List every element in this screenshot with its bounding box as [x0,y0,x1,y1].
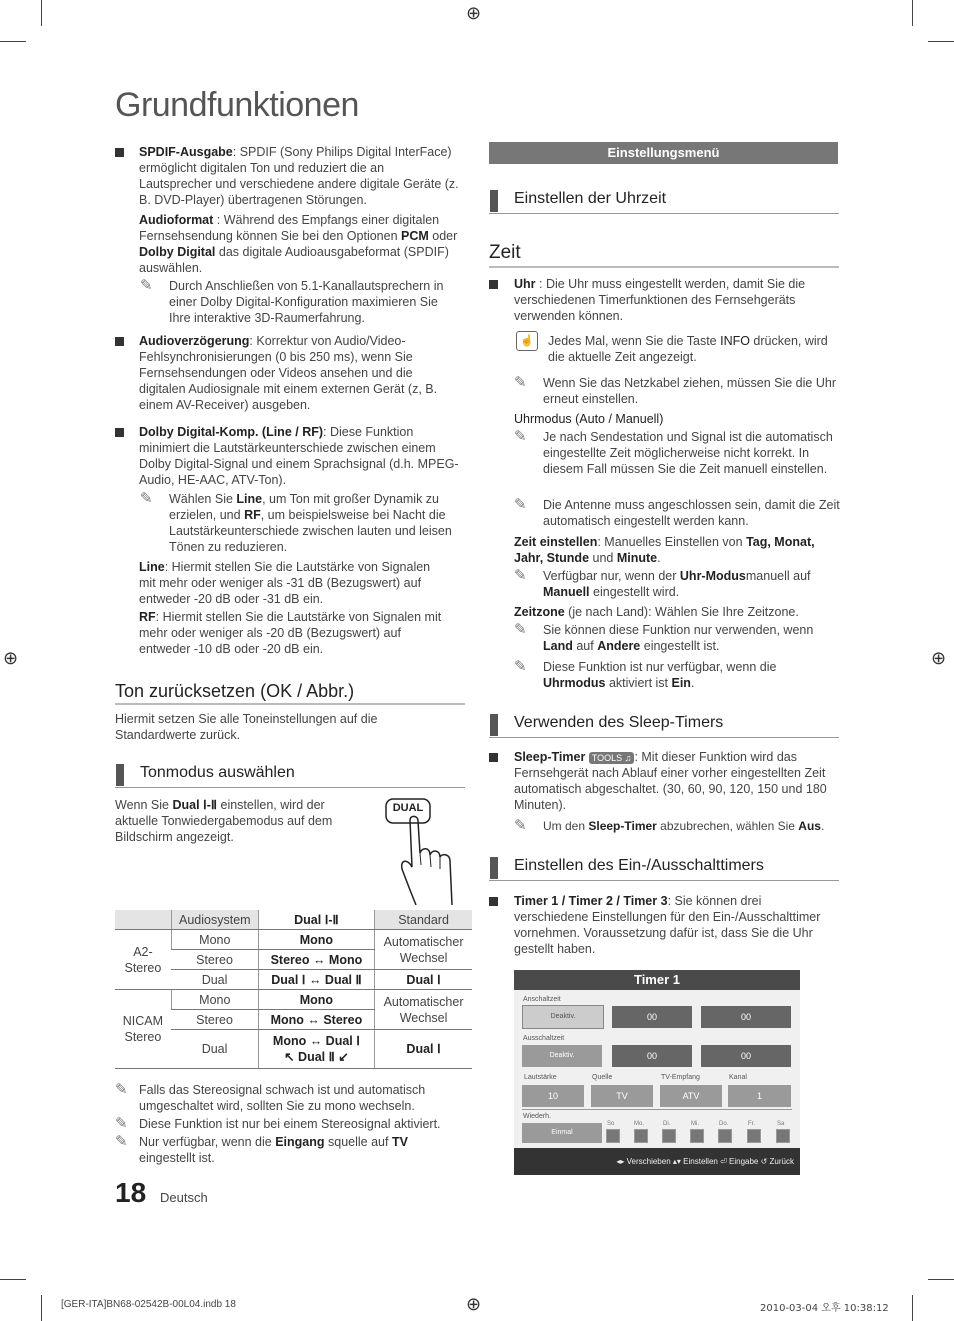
osd-day-checkbox[interactable] [662,1129,676,1143]
rf-paragraph: RF: Hiermit stellen Sie die Lautstärke von Signalen mit mehr oder weniger als -20 dB (Bezugswert) auf entweder -10 dB oder -20 dB ein. [139,610,442,656]
note-text: Wählen Sie Line, um Ton mit großer Dynamik zu erzielen, und RF, um beispielsweise bei Nacht die Lautstärkeunterschiede zwischen lauten und leisen Tönen zu reduzieren. [169,492,452,554]
table-header: Standard [375,910,472,930]
table-cell: Dual Ⅰ [375,1030,472,1069]
spdif-paragraph: SPDIF-Ausgabe: SPDIF (Sony Philips Digital InterFace) ermöglicht digitalen Ton und reduziert die an Lautsprecher und verschiedene andere digitale Geräte (z. B. DVD-Player) übertragenen Störungen. [139,145,459,207]
table-cell: Mono [258,990,374,1010]
table-header: Audiosystem [171,910,258,930]
page-title: Grundfunktionen [115,86,359,124]
table-cell: Mono [171,990,258,1010]
print-file-label: [GER-ITA]BN68-02542B-00L04.indb 18 [61,1299,236,1310]
note-icon: ✎ [115,1114,128,1132]
section-heading: Einstellen des Ein-/Ausschalttimers [514,857,764,874]
bullet [115,337,124,346]
enter-icon: ⏎ [720,1157,727,1166]
uhr-paragraph: Uhr : Die Uhr muss eingestellt werden, damit Sie die verschiedenen Timerfunktionen des Fernsehgeräts verwenden können. [514,277,806,323]
osd-day-label: Mi. [691,1121,699,1127]
updown-icon: ▴▾ [672,1157,681,1166]
osd-field-on-minute[interactable]: 00 [701,1006,791,1028]
arrows-icon: ◂▸ [616,1157,625,1166]
osd-label: TV-Empfang [661,1074,700,1081]
print-date-label: 2010-03-04 오후 10:38:12 [760,1303,889,1314]
dolby-comp-paragraph: Dolby Digital-Komp. (Line / RF): Diese Funktion minimiert die Lautstärkeunterschiede zwischen einem Dolby Digital-Signal und einem Sprachsignal (d.h. MPEG-Audio, HE-AAC, ATV-Ton). [139,425,459,487]
registration-mark-left: ⊕ [3,648,19,669]
note-text: Jedes Mal, wenn Sie die Taste INFO drücken, wird die aktuelle Zeit angezeigt. [548,334,828,364]
heading-bar [490,190,498,212]
osd-field-off-hour[interactable]: 00 [612,1045,692,1067]
tools-badge: TOOLS ♫ [589,752,635,764]
note-icon: ✎ [140,276,153,294]
osd-label: Kanal [729,1074,747,1081]
osd-day-checkbox[interactable] [634,1129,648,1143]
note-text: Nur verfügbar, wenn die Eingang squelle auf TV eingestellt ist. [139,1135,408,1165]
heading-bar [490,857,498,879]
osd-label: Quelle [592,1074,613,1081]
note-icon: ✎ [514,566,527,584]
osd-label: Wiederh. [523,1113,552,1120]
note-text: Falls das Stereosignal schwach ist und automatisch umgeschaltet wird, sollten Sie zu mono wechseln. [139,1083,426,1113]
note-text: Diese Funktion ist nur verfügbar, wenn die Uhrmodus aktiviert ist Ein. [543,660,777,690]
menu-bar: Einstellungsmenü [489,142,838,164]
mode-text: Wenn Sie Dual Ⅰ-Ⅱ einstellen, wird der aktuelle Tonwiedergabemodus auf dem Bildschirm angezeigt. [115,798,333,844]
table-cell: Automatischer Wechsel [375,930,472,970]
osd-field-on-hour[interactable]: 00 [612,1006,692,1028]
note-icon: ✎ [115,1132,128,1150]
section-heading: Ton zurücksetzen (OK / Abbr.) [115,681,355,701]
note-icon: ✎ [514,427,527,445]
table-cell: Automatischer Wechsel [375,990,472,1030]
table-cell: Mono ↔ Stereo [258,1010,374,1030]
osd-day-checkbox[interactable] [776,1129,790,1143]
return-icon: ↺ [760,1157,768,1166]
osd-field-off-minute[interactable]: 00 [701,1045,791,1067]
audio-table [115,910,472,1069]
note-text: Um den Sleep-Timer abzubrechen, wählen Sie Aus. [543,819,825,833]
osd-day-label: Sa [777,1121,785,1127]
table-cell: Mono [171,930,258,950]
note-text: Sie können diese Funktion nur verwenden, wenn Land auf Andere eingestellt ist. [543,623,814,653]
osd-day-label: So [607,1121,615,1127]
bullet [115,148,124,157]
osd-field-antenna[interactable]: ATV [660,1085,722,1107]
note-text: Diese Funktion ist nur bei einem Stereosignal aktiviert. [139,1117,441,1131]
table-cell: Dual [171,1030,258,1069]
heading-bar [490,714,498,736]
subheading: Uhrmodus (Auto / Manuell) [514,412,664,426]
osd-field-channel[interactable]: 1 [728,1085,791,1107]
table-cell: Dual Ⅰ ↔ Dual Ⅱ [258,970,374,990]
registration-mark-top: ⊕ [466,3,482,24]
osd-day-label: Mo. [634,1121,645,1127]
dual-button-label: DUAL [392,802,424,814]
audio-delay-paragraph: Audioverzögerung: Korrektur von Audio/Video-Fehlsynchronisierungen (0 bis 250 ms), wenn Sie Fernsehsendungen oder Videos ansehen und die digitalen Audiosignale mit einem externen Gerät (z, B. einem AV-Receiver) ausgeben. [139,334,438,412]
osd-day-label: Di. [663,1121,671,1127]
note-text: Verfügbar nur, wenn der Uhr-Modusmanuell auf Manuell eingestellt wird. [543,569,811,599]
section-heading: Tonmodus auswählen [140,764,295,781]
table-cell: A2- Stereo [115,930,171,990]
osd-label: Lautstärke [524,1074,557,1081]
table-cell: Mono ↔ Dual Ⅰ ↖ Dual Ⅱ ↙ [258,1030,374,1069]
note-icon: ✎ [140,489,153,507]
section-heading: Einstellen der Uhrzeit [514,190,667,207]
osd-field-repeat[interactable]: Einmal [522,1123,602,1143]
osd-title: Timer 1 [514,970,800,990]
bullet [489,280,498,289]
table-cell: Dual [171,970,258,990]
osd-footer: ◂▸ Verschieben ▴▾ Einstellen ⏎ Eingabe ↺ Zurück [514,1148,800,1175]
note-icon: ✎ [514,657,527,675]
note-text: Durch Anschließen von 5.1-Kanallautsprechern in einer Dolby Digital-Konfiguration maximieren Sie Ihre interaktive 3D-Raumerfahrung. [169,279,444,325]
note-icon: ✎ [514,373,527,391]
table-cell: Stereo [171,1010,258,1030]
note-icon: ✎ [514,816,527,834]
note-icon: ✎ [514,495,527,513]
reset-text: Hiermit setzen Sie alle Toneinstellungen auf die Standardwerte zurück. [115,712,378,742]
line-paragraph: Line: Hiermit stellen Sie die Lautstärke von Signalen mit mehr oder weniger als -31 dB (Bezugswert) auf entweder -20 dB oder -31 dB ein. [139,560,431,606]
osd-day-label: Fr. [748,1121,755,1127]
hand-icon: ☝ [516,331,538,351]
table-cell: Mono [258,930,374,950]
note-text: Wenn Sie das Netzkabel ziehen, müssen Sie die Uhr erneut einstellen. [543,376,836,406]
section-heading: Zeit [489,242,521,263]
osd-field-on-mode[interactable]: Deaktiv. [522,1005,604,1029]
osd-day-checkbox[interactable] [718,1129,732,1143]
note-icon: ✎ [514,620,527,638]
osd-field-volume[interactable]: 10 [522,1085,584,1107]
sleep-paragraph: Sleep-Timer TOOLS ♫ : Mit dieser Funktion wird das Fernsehgerät nach Ablauf einer vorher eingestellten Zeit automatisch abgeschaltet. (30, 60, 90, 120, 150 und 180 Minuten). [514,750,827,812]
osd-label: Anschaltzeit [523,996,561,1003]
page-number: 18 [115,1177,147,1208]
note-text: Je nach Sendestation und Signal ist die automatisch eingestellte Zeit möglicherweise nicht korrekt. In diesem Fall müssen Sie die Zeit manuell einstellen. [543,430,833,476]
note-text: Die Antenne muss angeschlossen sein, damit die Zeit automatisch eingestellt werden kann. [543,498,840,528]
bullet [489,897,498,906]
osd-label: Ausschaltzeit [523,1035,565,1042]
osd-field-off-mode[interactable]: Deaktiv. [522,1045,602,1067]
timer-paragraph: Timer 1 / Timer 2 / Timer 3: Sie können drei verschiedene Einstellungen für den Ein-/Ausschalttimer vornehmen. Voraussetzung dafür ist, dass Sie die Uhr gestellt haben. [514,894,821,956]
table-header: Dual Ⅰ-Ⅱ [258,910,374,930]
osd-day-checkbox[interactable] [606,1129,620,1143]
audioformat-paragraph: Audioformat : Während des Empfangs einer digitalen Fernsehsendung können Sie bei den Optionen PCM oder Dolby Digital das digitale Audioausgabeformat (SPDIF) auswählen. [139,213,458,275]
timer-osd-screen [514,970,800,1175]
zeitzone-paragraph: Zeitzone (je nach Land): Wählen Sie Ihre Zeitzone. [514,605,799,619]
heading-bar [116,764,124,786]
osd-day-checkbox[interactable] [747,1129,761,1143]
osd-day-checkbox[interactable] [690,1129,704,1143]
registration-mark-bottom: ⊕ [466,1294,482,1315]
table-cell: Stereo [171,950,258,970]
table-cell: Stereo ↔ Mono [258,950,374,970]
note-icon: ✎ [115,1080,128,1098]
language-label: Deutsch [160,1190,208,1205]
bullet [115,428,124,437]
table-cell: Dual Ⅰ [375,970,472,990]
table-cell: NICAM Stereo [115,990,171,1069]
zeit-einstellen-paragraph: Zeit einstellen: Manuelles Einstellen von Tag, Monat, Jahr, Stunde und Minute. [514,535,815,565]
osd-day-label: Do. [719,1121,729,1127]
section-heading: Verwenden des Sleep-Timers [514,714,724,731]
bullet [489,753,498,762]
osd-field-source[interactable]: TV [591,1085,653,1107]
registration-mark-right: ⊕ [931,648,947,669]
